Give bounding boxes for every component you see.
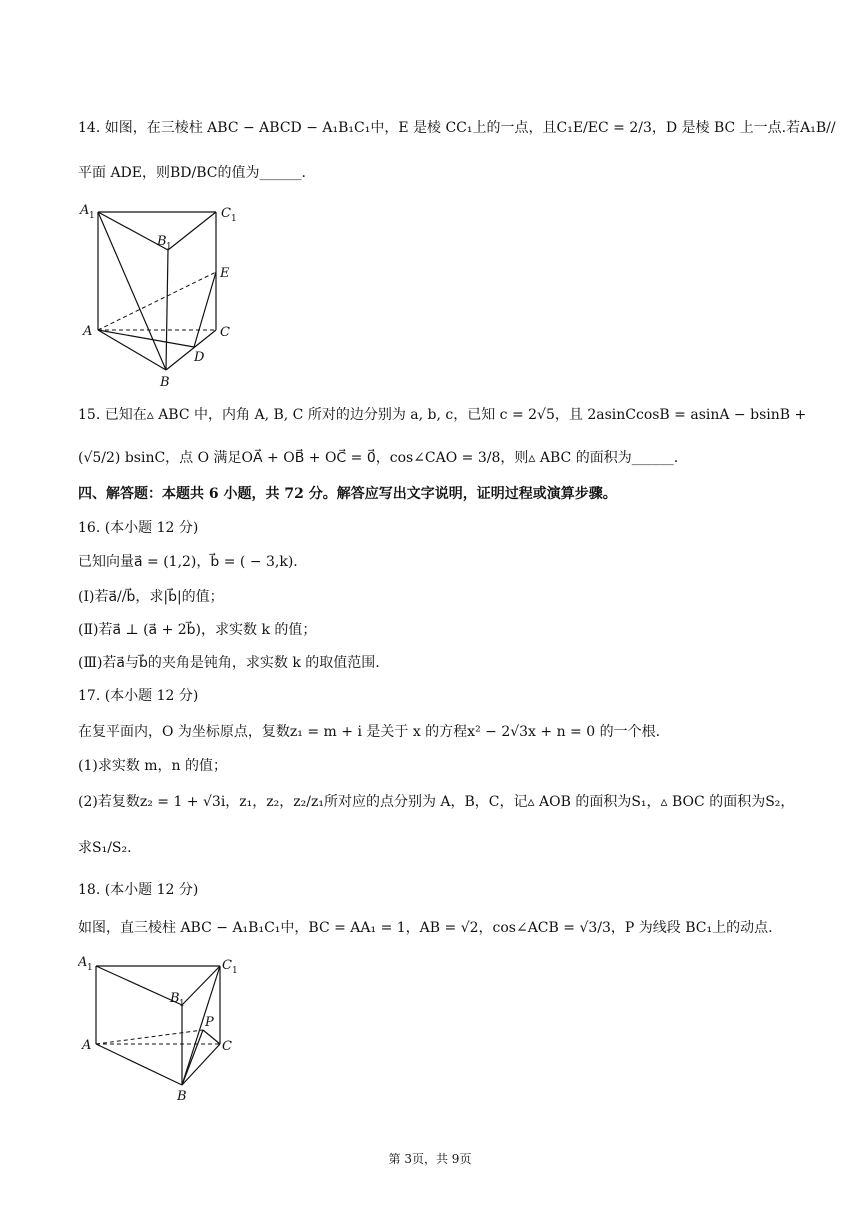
q16-line1: 已知向量a⃗ = (1,2)，b⃗ = ( − 3,k).	[78, 554, 298, 570]
q17-part2b: 求S₁/S₂.	[78, 840, 132, 856]
q18-header: 18. (本小题 12 分)	[78, 882, 199, 898]
label-C: C	[222, 1039, 232, 1054]
q16-part2: (Ⅱ)若a⃗ ⊥ (a⃗ + 2b⃗)，求实数 k 的值；	[78, 622, 317, 638]
label-B: B	[160, 375, 170, 390]
label-C: C	[220, 325, 230, 340]
label-B1-sub: 1	[166, 242, 172, 252]
q14-line1: 14. 如图，在三棱柱 ABC − ABCD − A₁B₁C₁中，E 是棱 CC₁上的一点，且C₁E/EC = 2/3，D 是棱 BC 上一点.若A₁B//	[78, 120, 836, 136]
label-C1: C	[221, 206, 231, 221]
label-C1: C	[222, 958, 232, 973]
label-D: D	[194, 350, 205, 365]
label-A: A	[82, 1038, 92, 1053]
label-B1: B	[157, 234, 167, 249]
label-A1-sub: 1	[89, 211, 95, 221]
section-heading: 四、解答题：本题共 6 小题，共 72 分。解答应写出文字说明，证明过程或演算步骤。	[78, 486, 617, 502]
label-A1: A	[78, 955, 88, 970]
label-E: E	[220, 266, 230, 281]
label-B1: B	[170, 991, 180, 1006]
q15-line1: 15. 已知在▵ ABC 中，内角 A, B, C 所对的边分别为 a, b, c，已知 c = 2√5，且 2asinCcosB = asinA − bsinB +	[78, 407, 807, 423]
q16-part1: (Ⅰ)若a⃗//b⃗，求|b⃗|的值；	[78, 589, 224, 605]
label-C1-sub: 1	[231, 214, 237, 224]
label-A: A	[83, 324, 93, 339]
label-A1: A	[80, 203, 90, 218]
q14-line2: 平面 ADE，则BD/BC的值为______.	[78, 165, 306, 181]
q17-part1: (1)求实数 m，n 的值；	[78, 758, 228, 774]
label-A1-sub: 1	[87, 963, 93, 973]
q16-part3: (Ⅲ)若a⃗与b⃗的夹角是钝角，求实数 k 的取值范围.	[78, 655, 380, 671]
q17-line1: 在复平面内，O 为坐标原点，复数z₁ = m + i 是关于 x 的方程x² − 2√3x + n = 0 的一个根.	[78, 724, 661, 740]
prism-figure-2	[78, 952, 248, 1107]
label-P: P	[205, 1015, 214, 1030]
label-C1-sub: 1	[232, 966, 238, 976]
prism-figure-1	[78, 200, 248, 395]
q18-line1: 如图，直三棱柱 ABC − A₁B₁C₁中，BC = AA₁ = 1，AB = √2，cos∠ACB = √3/3，P 为线段 BC₁上的动点.	[78, 920, 773, 936]
q15-line2: (√5/2) bsinC，点 O 满足OA⃗ + OB⃗ + OC⃗ = 0⃗，cos∠CAO = 3/8，则▵ ABC 的面积为______.	[78, 450, 679, 466]
q17-header: 17. (本小题 12 分)	[78, 688, 199, 704]
label-B1-sub: 1	[179, 999, 185, 1009]
page-footer: 第 3页，共 9页	[388, 1152, 472, 1166]
q17-part2: (2)若复数z₂ = 1 + √3i，z₁，z₂，z₂/z₁所对应的点分别为 A，B，C，记▵ AOB 的面积为S₁，▵ BOC 的面积为S₂，	[78, 794, 795, 810]
label-B: B	[177, 1089, 187, 1104]
q16-header: 16. (本小题 12 分)	[78, 520, 199, 536]
